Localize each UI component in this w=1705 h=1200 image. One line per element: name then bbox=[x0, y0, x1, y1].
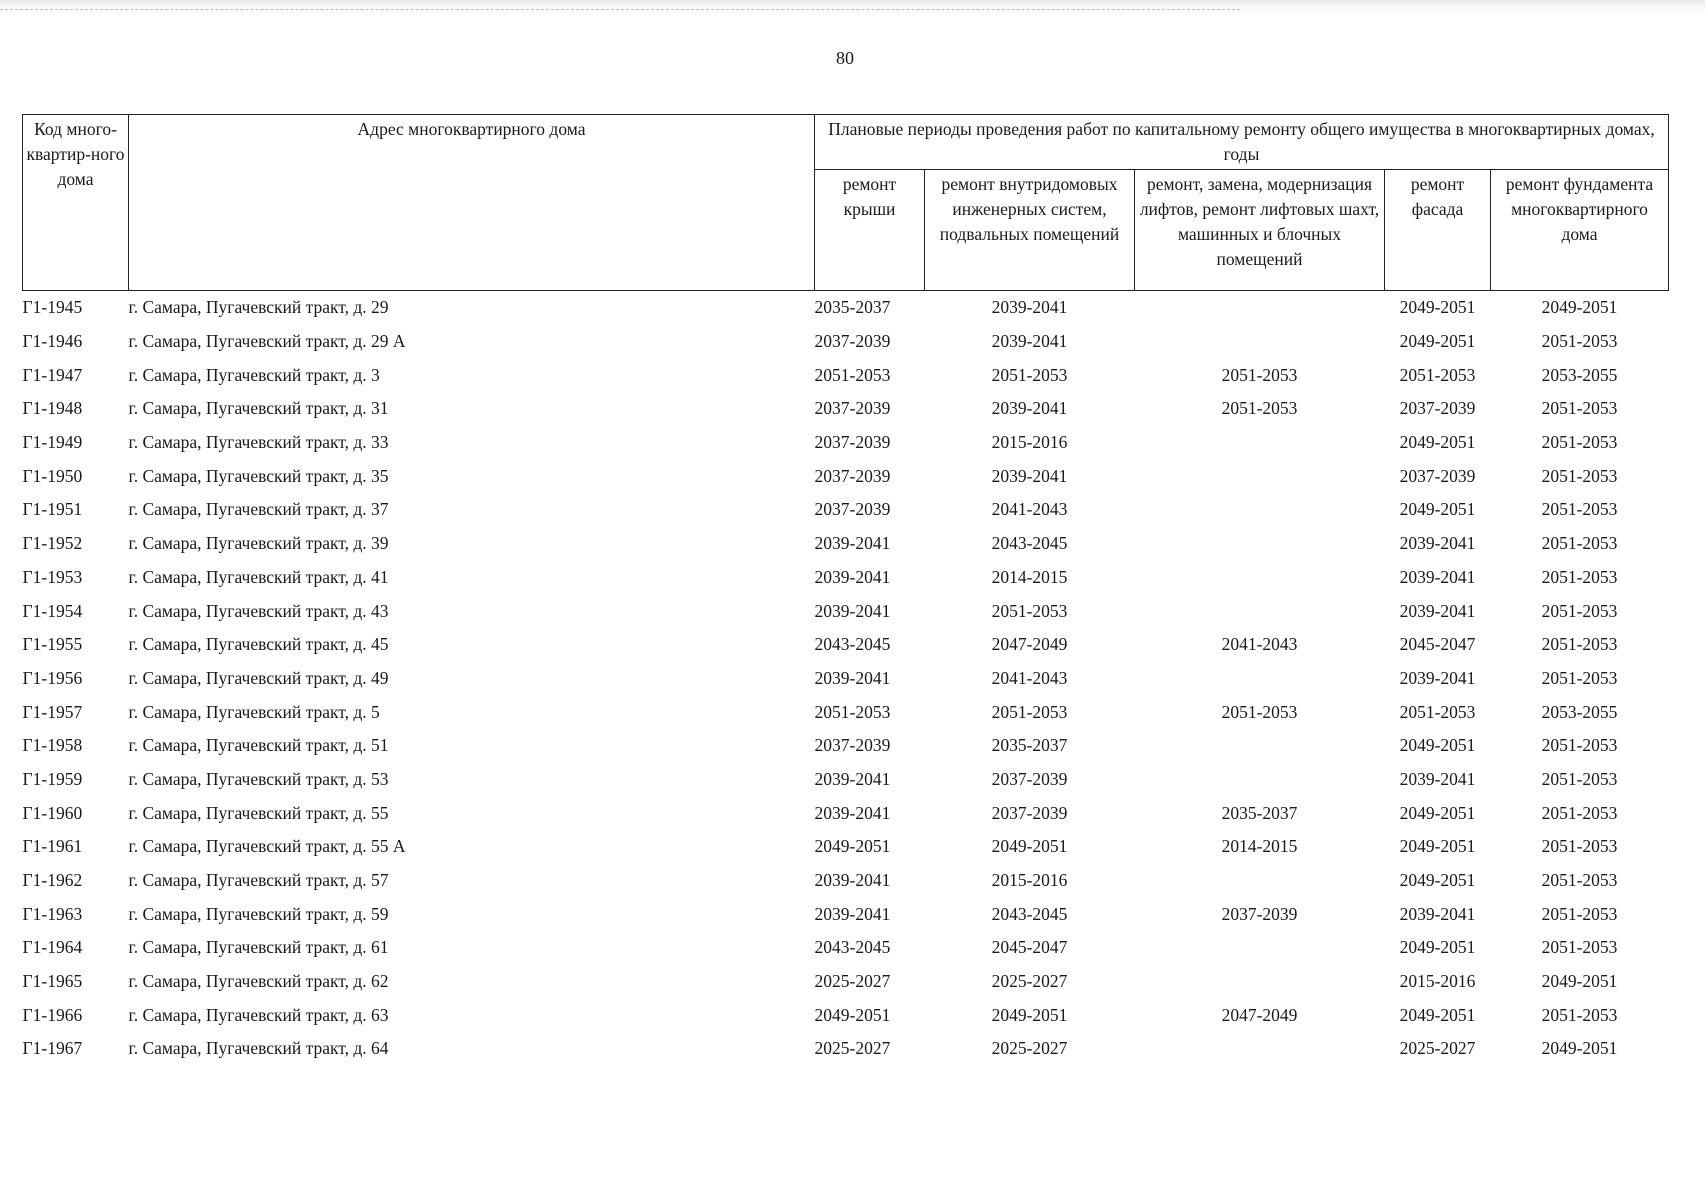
cell-lifts bbox=[1135, 594, 1385, 628]
cell-engineering: 2039-2041 bbox=[991, 398, 1068, 419]
cell-foundation: 2051-2053 bbox=[1541, 398, 1618, 419]
table-row bbox=[23, 662, 1669, 696]
cell-address: г. Самара, Пугачевский тракт, д. 29 bbox=[128, 297, 389, 318]
cell-roof: 2037-2039 bbox=[814, 735, 891, 756]
cell-code: Г1-1952 bbox=[22, 533, 83, 554]
cell-facade: 2039-2041 bbox=[1399, 667, 1476, 688]
cell-code: Г1-1962 bbox=[22, 870, 83, 891]
table-row bbox=[23, 459, 1669, 493]
cell-code: Г1-1949 bbox=[22, 432, 83, 453]
page-number: 80 bbox=[836, 48, 854, 68]
cell-engineering: 2039-2041 bbox=[991, 297, 1068, 318]
table-row bbox=[23, 763, 1669, 797]
cell-lifts bbox=[1135, 864, 1385, 898]
table-row bbox=[23, 325, 1669, 359]
table-row bbox=[23, 998, 1669, 1032]
cell-engineering: 2051-2053 bbox=[991, 600, 1068, 621]
cell-lifts: 2037-2039 bbox=[1221, 903, 1298, 924]
cell-address: г. Самара, Пугачевский тракт, д. 59 bbox=[128, 903, 389, 924]
cell-foundation: 2051-2053 bbox=[1541, 600, 1618, 621]
header-code: Код много-квартир-ного дома bbox=[23, 115, 129, 291]
cell-code: Г1-1946 bbox=[22, 331, 83, 352]
cell-engineering: 2047-2049 bbox=[991, 634, 1068, 655]
cell-engineering: 2051-2053 bbox=[991, 701, 1068, 722]
table-row bbox=[23, 594, 1669, 628]
cell-engineering: 2015-2016 bbox=[991, 432, 1068, 453]
cell-roof: 2039-2041 bbox=[814, 667, 891, 688]
cell-code: Г1-1947 bbox=[22, 364, 83, 385]
cell-address: г. Самара, Пугачевский тракт, д. 57 bbox=[128, 870, 389, 891]
cell-engineering: 2014-2015 bbox=[991, 566, 1068, 587]
cell-address: г. Самара, Пугачевский тракт, д. 39 bbox=[128, 533, 389, 554]
cell-code: Г1-1958 bbox=[22, 735, 83, 756]
cell-foundation: 2051-2053 bbox=[1541, 768, 1618, 789]
cell-facade: 2039-2041 bbox=[1399, 600, 1476, 621]
table-row bbox=[23, 426, 1669, 460]
cell-lifts: 2014-2015 bbox=[1221, 836, 1298, 857]
cell-address: г. Самара, Пугачевский тракт, д. 37 bbox=[128, 499, 389, 520]
cell-lifts: 2041-2043 bbox=[1221, 634, 1298, 655]
cell-address: г. Самара, Пугачевский тракт, д. 63 bbox=[128, 1004, 389, 1025]
table-row bbox=[23, 864, 1669, 898]
cell-roof: 2037-2039 bbox=[814, 465, 891, 486]
cell-address: г. Самара, Пугачевский тракт, д. 55 А bbox=[128, 836, 406, 857]
table-row bbox=[23, 392, 1669, 426]
cell-code: Г1-1953 bbox=[22, 566, 83, 587]
cell-engineering: 2025-2027 bbox=[991, 971, 1068, 992]
cell-facade: 2045-2047 bbox=[1399, 634, 1476, 655]
cell-roof: 2039-2041 bbox=[814, 870, 891, 891]
cell-lifts bbox=[1135, 561, 1385, 595]
cell-roof: 2039-2041 bbox=[814, 802, 891, 823]
cell-roof: 2039-2041 bbox=[814, 600, 891, 621]
cell-engineering: 2043-2045 bbox=[991, 533, 1068, 554]
cell-address: г. Самара, Пугачевский тракт, д. 64 bbox=[128, 1038, 389, 1059]
cell-code: Г1-1948 bbox=[22, 398, 83, 419]
cell-roof: 2039-2041 bbox=[814, 533, 891, 554]
table-row bbox=[23, 695, 1669, 729]
header-lifts: ремонт, замена, модернизация лифтов, ремонт лифтовых шахт, машинных и блочных помещений bbox=[1135, 170, 1385, 291]
cell-roof: 2039-2041 bbox=[814, 768, 891, 789]
table-row bbox=[23, 358, 1669, 392]
cell-address: г. Самара, Пугачевский тракт, д. 61 bbox=[128, 937, 389, 958]
cell-facade: 2049-2051 bbox=[1399, 297, 1476, 318]
cell-lifts: 2051-2053 bbox=[1221, 701, 1298, 722]
cell-engineering: 2025-2027 bbox=[991, 1038, 1068, 1059]
cell-lifts bbox=[1135, 729, 1385, 763]
cell-code: Г1-1959 bbox=[22, 768, 83, 789]
cell-roof: 2039-2041 bbox=[814, 566, 891, 587]
cell-code: Г1-1955 bbox=[22, 634, 83, 655]
cell-facade: 2049-2051 bbox=[1399, 432, 1476, 453]
cell-foundation: 2051-2053 bbox=[1541, 465, 1618, 486]
cell-engineering: 2049-2051 bbox=[991, 836, 1068, 857]
cell-facade: 2039-2041 bbox=[1399, 768, 1476, 789]
cell-code: Г1-1965 bbox=[22, 971, 83, 992]
cell-code: Г1-1954 bbox=[22, 600, 83, 621]
cell-facade: 2037-2039 bbox=[1399, 398, 1476, 419]
cell-facade: 2037-2039 bbox=[1399, 465, 1476, 486]
cell-roof: 2037-2039 bbox=[814, 432, 891, 453]
cell-address: г. Самара, Пугачевский тракт, д. 35 bbox=[128, 465, 389, 486]
scan-edge-artifact bbox=[0, 0, 1705, 14]
table-body bbox=[23, 291, 1669, 1066]
table-row bbox=[23, 1032, 1669, 1066]
table-row bbox=[23, 561, 1669, 595]
cell-facade: 2051-2053 bbox=[1399, 364, 1476, 385]
cell-lifts bbox=[1135, 527, 1385, 561]
cell-foundation: 2051-2053 bbox=[1541, 903, 1618, 924]
cell-address: г. Самара, Пугачевский тракт, д. 31 bbox=[128, 398, 389, 419]
cell-foundation: 2049-2051 bbox=[1541, 297, 1618, 318]
cell-engineering: 2045-2047 bbox=[991, 937, 1068, 958]
cell-code: Г1-1964 bbox=[22, 937, 83, 958]
header-address: Адрес многоквартирного дома bbox=[129, 115, 815, 291]
table-row bbox=[23, 291, 1669, 325]
header-planned-periods: Плановые периоды проведения работ по капитальному ремонту общего имущества в многоквартирных домах, годы bbox=[815, 115, 1669, 170]
table-row bbox=[23, 527, 1669, 561]
cell-engineering: 2039-2041 bbox=[991, 465, 1068, 486]
cell-facade: 2051-2053 bbox=[1399, 701, 1476, 722]
cell-roof: 2049-2051 bbox=[814, 1004, 891, 1025]
cell-foundation: 2051-2053 bbox=[1541, 331, 1618, 352]
cell-address: г. Самара, Пугачевский тракт, д. 41 bbox=[128, 566, 389, 587]
table-row bbox=[23, 965, 1669, 999]
header-row-top bbox=[23, 115, 1669, 170]
cell-foundation: 2051-2053 bbox=[1541, 432, 1618, 453]
cell-code: Г1-1967 bbox=[22, 1038, 83, 1059]
cell-roof: 2051-2053 bbox=[814, 701, 891, 722]
table-header bbox=[23, 115, 1669, 291]
cell-foundation: 2053-2055 bbox=[1541, 701, 1618, 722]
cell-facade: 2049-2051 bbox=[1399, 735, 1476, 756]
cell-lifts bbox=[1135, 426, 1385, 460]
table-row bbox=[23, 830, 1669, 864]
cell-roof: 2025-2027 bbox=[814, 971, 891, 992]
cell-foundation: 2051-2053 bbox=[1541, 499, 1618, 520]
cell-lifts bbox=[1135, 1032, 1385, 1066]
cell-facade: 2049-2051 bbox=[1399, 802, 1476, 823]
cell-lifts: 2051-2053 bbox=[1221, 398, 1298, 419]
cell-foundation: 2051-2053 bbox=[1541, 533, 1618, 554]
cell-address: г. Самара, Пугачевский тракт, д. 3 bbox=[128, 364, 380, 385]
cell-address: г. Самара, Пугачевский тракт, д. 29 А bbox=[128, 331, 406, 352]
cell-roof: 2049-2051 bbox=[814, 836, 891, 857]
cell-address: г. Самара, Пугачевский тракт, д. 49 bbox=[128, 667, 389, 688]
cell-facade: 2049-2051 bbox=[1399, 331, 1476, 352]
header-facade: ремонт фасада bbox=[1385, 170, 1491, 291]
cell-roof: 2037-2039 bbox=[814, 331, 891, 352]
cell-facade: 2039-2041 bbox=[1399, 903, 1476, 924]
cell-address: г. Самара, Пугачевский тракт, д. 62 bbox=[128, 971, 389, 992]
cell-roof: 2043-2045 bbox=[814, 937, 891, 958]
cell-roof: 2043-2045 bbox=[814, 634, 891, 655]
cell-foundation: 2051-2053 bbox=[1541, 937, 1618, 958]
cell-foundation: 2051-2053 bbox=[1541, 802, 1618, 823]
cell-facade: 2049-2051 bbox=[1399, 836, 1476, 857]
header-roof: ремонт крыши bbox=[815, 170, 925, 291]
cell-lifts bbox=[1135, 965, 1385, 999]
cell-roof: 2035-2037 bbox=[814, 297, 891, 318]
cell-engineering: 2037-2039 bbox=[991, 768, 1068, 789]
cell-roof: 2037-2039 bbox=[814, 499, 891, 520]
cell-lifts bbox=[1135, 291, 1385, 325]
cell-address: г. Самара, Пугачевский тракт, д. 5 bbox=[128, 701, 380, 722]
cell-lifts bbox=[1135, 662, 1385, 696]
cell-engineering: 2039-2041 bbox=[991, 331, 1068, 352]
cell-engineering: 2035-2037 bbox=[991, 735, 1068, 756]
cell-engineering: 2041-2043 bbox=[991, 667, 1068, 688]
cell-roof: 2039-2041 bbox=[814, 903, 891, 924]
cell-address: г. Самара, Пугачевский тракт, д. 45 bbox=[128, 634, 389, 655]
cell-code: Г1-1950 bbox=[22, 465, 83, 486]
table-row bbox=[23, 796, 1669, 830]
cell-roof: 2025-2027 bbox=[814, 1038, 891, 1059]
cell-foundation: 2051-2053 bbox=[1541, 634, 1618, 655]
table-row bbox=[23, 897, 1669, 931]
cell-address: г. Самара, Пугачевский тракт, д. 51 bbox=[128, 735, 389, 756]
cell-lifts: 2047-2049 bbox=[1221, 1004, 1298, 1025]
cell-facade: 2049-2051 bbox=[1399, 870, 1476, 891]
table-row bbox=[23, 628, 1669, 662]
cell-address: г. Самара, Пугачевский тракт, д. 43 bbox=[128, 600, 389, 621]
cell-foundation: 2051-2053 bbox=[1541, 667, 1618, 688]
cell-foundation: 2051-2053 bbox=[1541, 870, 1618, 891]
cell-roof: 2037-2039 bbox=[814, 398, 891, 419]
cell-facade: 2025-2027 bbox=[1399, 1038, 1476, 1059]
cell-foundation: 2051-2053 bbox=[1541, 735, 1618, 756]
table-row bbox=[23, 493, 1669, 527]
cell-code: Г1-1951 bbox=[22, 499, 83, 520]
cell-facade: 2049-2051 bbox=[1399, 937, 1476, 958]
cell-foundation: 2051-2053 bbox=[1541, 836, 1618, 857]
cell-lifts bbox=[1135, 931, 1385, 965]
cell-code: Г1-1945 bbox=[22, 297, 83, 318]
cell-engineering: 2049-2051 bbox=[991, 1004, 1068, 1025]
cell-facade: 2049-2051 bbox=[1399, 1004, 1476, 1025]
table-row bbox=[23, 729, 1669, 763]
cell-lifts: 2035-2037 bbox=[1221, 802, 1298, 823]
cell-engineering: 2043-2045 bbox=[991, 903, 1068, 924]
cell-facade: 2039-2041 bbox=[1399, 533, 1476, 554]
cell-lifts bbox=[1135, 763, 1385, 797]
cell-lifts bbox=[1135, 325, 1385, 359]
cell-engineering: 2015-2016 bbox=[991, 870, 1068, 891]
cell-facade: 2049-2051 bbox=[1399, 499, 1476, 520]
cell-facade: 2039-2041 bbox=[1399, 566, 1476, 587]
cell-code: Г1-1957 bbox=[22, 701, 83, 722]
cell-address: г. Самара, Пугачевский тракт, д. 55 bbox=[128, 802, 389, 823]
cell-facade: 2015-2016 bbox=[1399, 971, 1476, 992]
cell-lifts bbox=[1135, 459, 1385, 493]
cell-code: Г1-1961 bbox=[22, 836, 83, 857]
cell-code: Г1-1966 bbox=[22, 1004, 83, 1025]
cell-foundation: 2053-2055 bbox=[1541, 364, 1618, 385]
cell-engineering: 2037-2039 bbox=[991, 802, 1068, 823]
cell-roof: 2051-2053 bbox=[814, 364, 891, 385]
cell-lifts: 2051-2053 bbox=[1221, 364, 1298, 385]
cell-address: г. Самара, Пугачевский тракт, д. 53 bbox=[128, 768, 389, 789]
cell-engineering: 2051-2053 bbox=[991, 364, 1068, 385]
header-engineering: ремонт внутридомовых инженерных систем, подвальных помещений bbox=[925, 170, 1135, 291]
cell-code: Г1-1956 bbox=[22, 667, 83, 688]
table-row bbox=[23, 931, 1669, 965]
cell-foundation: 2049-2051 bbox=[1541, 1038, 1618, 1059]
header-foundation: ремонт фундамента многоквартирного дома bbox=[1491, 170, 1669, 291]
cell-foundation: 2049-2051 bbox=[1541, 971, 1618, 992]
cell-code: Г1-1960 bbox=[22, 802, 83, 823]
cell-code: Г1-1963 bbox=[22, 903, 83, 924]
cell-address: г. Самара, Пугачевский тракт, д. 33 bbox=[128, 432, 389, 453]
capital-repair-table bbox=[22, 114, 1669, 1066]
cell-lifts bbox=[1135, 493, 1385, 527]
cell-foundation: 2051-2053 bbox=[1541, 1004, 1618, 1025]
cell-engineering: 2041-2043 bbox=[991, 499, 1068, 520]
cell-foundation: 2051-2053 bbox=[1541, 566, 1618, 587]
